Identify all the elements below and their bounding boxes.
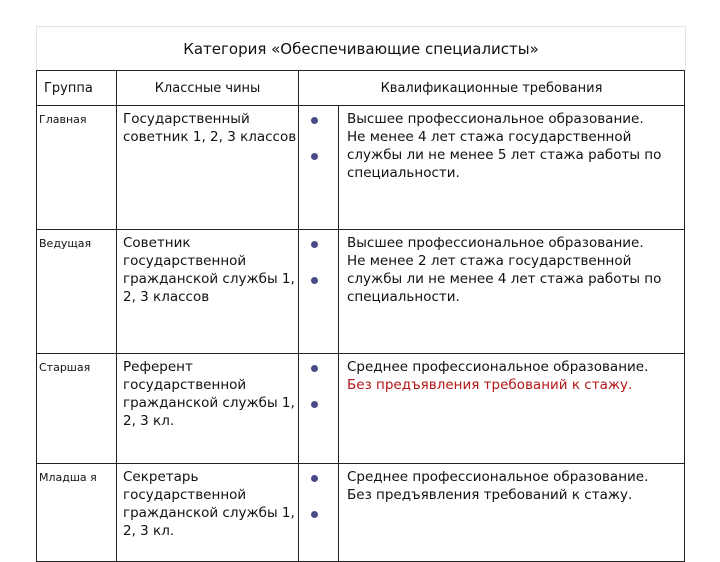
requirement-item: Среднее профессиональное образование.: [347, 359, 649, 375]
table-row: [37, 464, 685, 562]
bullet-dot-icon: [311, 117, 318, 124]
group-cell: Младша я: [37, 464, 117, 562]
bullet-dot-icon: [311, 475, 318, 482]
table-row: [37, 230, 685, 354]
header-row: [37, 71, 685, 106]
requirement-item: Высшее профессиональное образование.: [347, 111, 644, 127]
bullet-cell: [299, 354, 339, 464]
group-cell: Главная: [37, 106, 117, 230]
bullet-cell: [299, 106, 339, 230]
group-cell: Ведущая: [37, 230, 117, 354]
requirement-item: Не менее 4 лет стажа государственной службы ли не менее 5 лет стажа работы по специальности.: [347, 129, 662, 181]
rank-cell: Секретарь государственной гражданской службы 1, 2, 3 кл.: [117, 464, 299, 562]
requirement-item: Высшее профессиональное образование.: [347, 235, 644, 251]
group-cell: Старшая: [37, 354, 117, 464]
requirement-item: Не менее 2 лет стажа государственной службы ли не менее 4 лет стажа работы по специальности.: [347, 253, 662, 305]
bullet-dot-icon: [311, 401, 318, 408]
bullet-dot-icon: [311, 365, 318, 372]
requirements-cell: [339, 106, 685, 230]
rank-cell: Государственный советник 1, 2, 3 классов: [117, 106, 299, 230]
rank-cell: Референт государственной гражданской службы 1, 2, 3 кл.: [117, 354, 299, 464]
rank-cell: Советник государственной гражданской службы 1, 2, 3 классов: [117, 230, 299, 354]
requirements-cell: [339, 464, 685, 562]
requirements-cell: [339, 354, 685, 464]
header-group: Группа: [37, 71, 117, 106]
qualification-table: [36, 70, 685, 562]
title-text: Категория «Обеспечивающие специалисты»: [183, 40, 539, 58]
bullet-dot-icon: [311, 511, 318, 518]
bullet-dot-icon: [311, 153, 318, 160]
header-requirements: Квалификационные требования: [299, 71, 685, 106]
bullet-cell: [299, 230, 339, 354]
bullet-dot-icon: [311, 241, 318, 248]
requirement-item: Без предъявления требований к стажу.: [347, 487, 633, 503]
page-title: [36, 26, 686, 71]
table-row: [37, 354, 685, 464]
header-ranks: Классные чины: [117, 71, 299, 106]
bullet-cell: [299, 464, 339, 562]
bullet-dot-icon: [311, 277, 318, 284]
table-row: [37, 106, 685, 230]
requirement-item-highlighted: Без предъявления требований к стажу.: [347, 377, 633, 393]
requirements-cell: [339, 230, 685, 354]
requirement-item: Среднее профессиональное образование.: [347, 469, 649, 485]
